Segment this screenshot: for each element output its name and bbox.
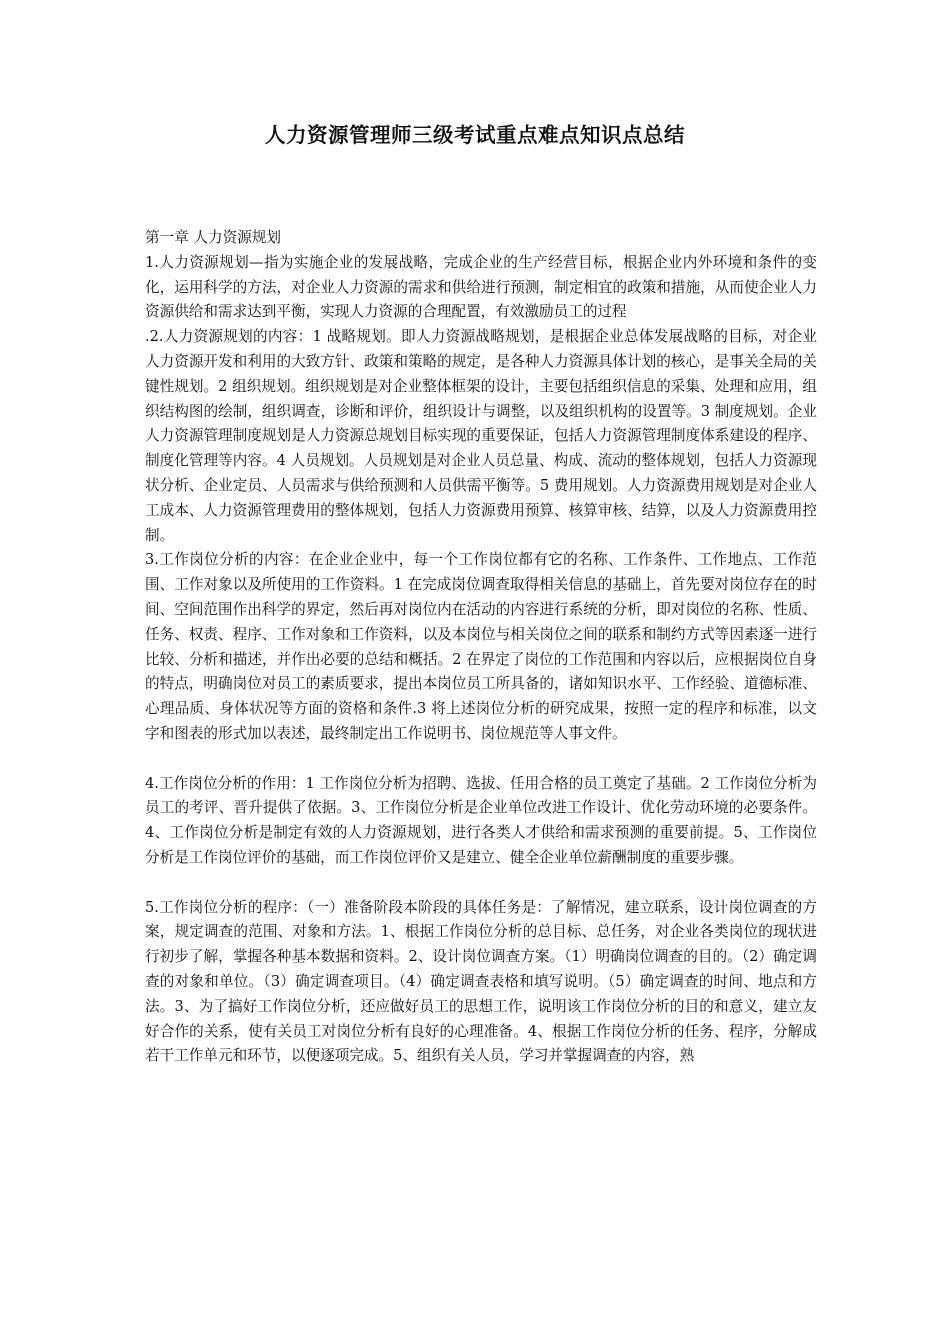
paragraph-2: .2.人力资源规划的内容：1 战略规划。即人力资源战略规划，是根据企业总体发展战略的目标，对企业人力资源开发和利用的大致方针、政策和策略的规定，是各种人力资源具体计划的核心，是事关全局的关键性规划。2 组织规划。组织规划是对企业整体框架的设计，主要包括组织信息的采集、处理和应用，组织结构图的绘制，组织调查，诊断和评价，组织设计与调整，以及组织机构的设置等。3 制度规划。企业人力资源管理制度规划是人力资源总规划目标实现的重要保证，包括人力资源管理制度体系建设的程序、制度化管理等内容。4 人员规划。人员规划是对企业人员总量、构成、流动的整体规划，包括人力资源现状分析、企业定员、人员需求与供给预测和人员供需平衡等。5 费用规划。人力资源费用规划是对企业人工成本、人力资源管理费用的整体规划，包括人力资源费用预算、核算审核、结算，以及人力资源费用控制。 <box>145 328 817 544</box>
paragraph-1: 1.人力资源规划—指为实施企业的发展战略，完成企业的生产经营目标，根据企业内外环境和条件的变化，运用科学的方法，对企业人力资源的需求和供给进行预测，制定相宜的政策和措施，从而使企业人力资源供给和需求达到平衡，实现人力资源的合理配置，有效激励员工的过程 <box>145 253 817 321</box>
document-title: 人力资源管理师三级考试重点难点知识点总结 <box>265 123 685 147</box>
paragraph-5: 5.工作岗位分析的程序：（一）准备阶段本阶段的具体任务是：了解情况，建立联系，设计岗位调查的方案，规定调查的范围、对象和方法。1、根据工作岗位分析的总目标、总任务，对企业各类岗位的现状进行初步了解，掌握各种基本数据和资料。2、设计岗位调查方案。（1）明确岗位调查的目的。（2）确定调查的对象和单位。（3）确定调查项目。（4）确定调查表格和填写说明。（5）确定调查的时间、地点和方法。3、为了搞好工作岗位分析，还应做好员工的思想工作，说明该工作岗位分析的目的和意义，建立友好合作的关系，使有关员工对岗位分析有良好的心理准备。4、根据工作岗位分析的任务、程序，分解成若干工作单元和环节，以便逐项完成。5、组织有关人员，学习并掌握调查的内容，熟 <box>145 898 817 1065</box>
paragraph-3: 3.工作岗位分析的内容：在企业企业中，每一个工作岗位都有它的名称、工作条件、工作地点、工作范围、工作对象以及所使用的工作资料。1 在完成岗位调查取得相关信息的基础上，首先要对岗位存在的时间、空间范围作出科学的界定，然后再对岗位内在活动的内容进行系统的分析，即对岗位的名称、性质、任务、权责、程序、工作对象和工作资料，以及本岗位与相关岗位之间的联系和制约方式等因素逐一进行比较、分析和描述，并作出必要的总结和概括。2 在界定了岗位的工作范围和内容以后，应根据岗位自身的特点，明确岗位对员工的素质要求，提出本岗位员工所具备的，诸如知识水平、工作经验、道德标准、心理品质、身体状况等方面的资格和条件.3 将上述岗位分析的研究成果，按照一定的程序和标准，以文字和图表的形式加以表述，最终制定出工作说明书、岗位规范等人事文件。 <box>145 551 817 742</box>
document-body <box>145 226 817 1069</box>
chapter-heading: 第一章 人力资源规划 <box>145 229 281 246</box>
paragraph-4: 4.工作岗位分析的作用：1 工作岗位分析为招聘、选拔、任用合格的员工奠定了基础。2 工作岗位分析为员工的考评、晋升提供了依据。3、工作岗位分析是企业单位改进工作设计、优化劳动环境的必要条件。4、工作岗位分析是制定有效的人力资源规划，进行各类人才供给和需求预测的重要前提。5、工作岗位分析是工作岗位评价的基础，而工作岗位评价又是建立、健全企业单位薪酬制度的重要步骤。 <box>145 774 817 866</box>
